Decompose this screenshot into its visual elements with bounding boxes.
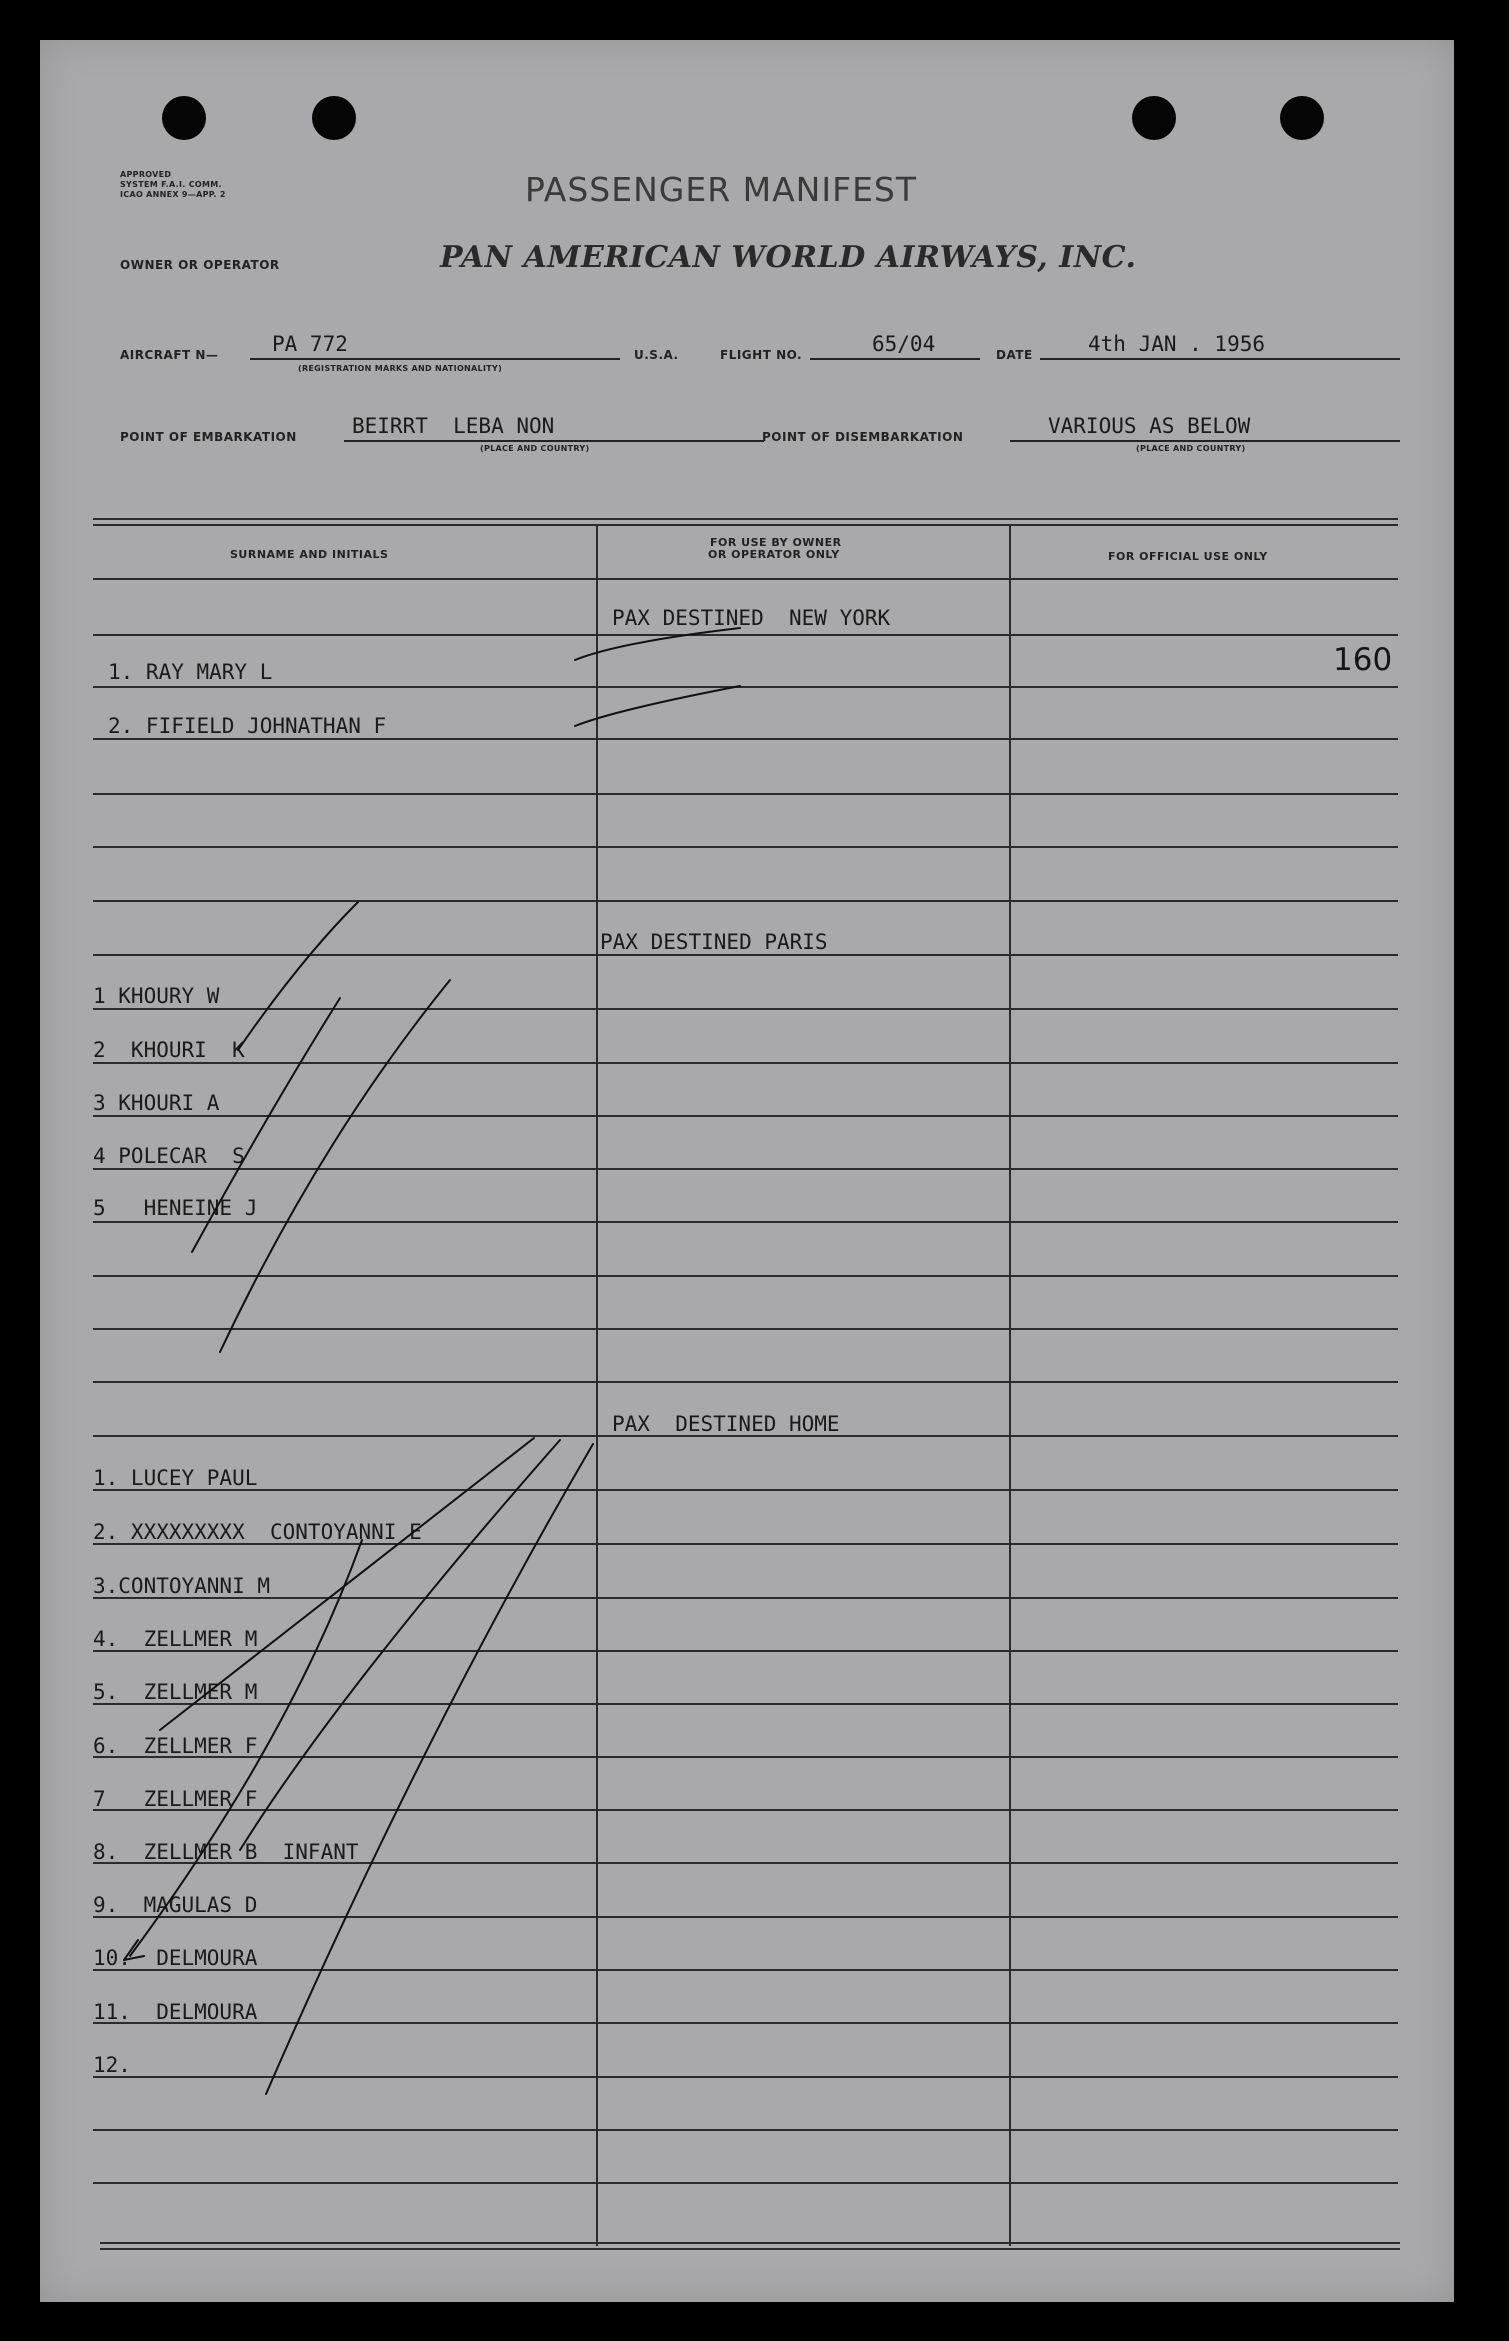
row-rule xyxy=(93,1703,1398,1705)
aircraft-value: PA 772 xyxy=(272,332,348,356)
owner-value: PAN AMERICAN WORLD AIRWAYS, INC. xyxy=(440,240,1137,275)
passenger-entry: 2. FIFIELD JOHNATHAN F xyxy=(108,714,387,738)
row-rule xyxy=(93,1221,1398,1223)
passenger-entry: 11. DELMOURA xyxy=(93,2000,258,2024)
row-rule xyxy=(93,738,1398,740)
row-rule xyxy=(93,1328,1398,1330)
official-number: 160 xyxy=(1333,642,1393,678)
row-rule xyxy=(93,686,1398,688)
pencil-mark xyxy=(238,902,358,1050)
column-header-owner-line2: OR OPERATOR ONLY xyxy=(708,548,840,561)
row-rule xyxy=(93,1062,1398,1064)
passenger-entry: 3 KHOURI A xyxy=(93,1091,220,1115)
passenger-entry: 3.CONTOYANNI M xyxy=(93,1574,271,1598)
row-rule xyxy=(93,1489,1398,1491)
passenger-entry: 8. ZELLMER B INFANT xyxy=(93,1840,359,1864)
group-destination: PAX DESTINED HOME xyxy=(612,1412,840,1436)
row-rule xyxy=(93,1756,1398,1758)
row-rule xyxy=(93,1650,1398,1652)
row-rule xyxy=(93,846,1398,848)
page-title: PASSENGER MANIFEST xyxy=(525,170,918,209)
approval-line-1: APPROVED xyxy=(120,170,172,179)
date-value: 4th JAN . 1956 xyxy=(1088,332,1266,356)
aircraft-label: AIRCRAFT N— xyxy=(120,348,219,362)
passenger-entry: 2. XXXXXXXXX CONTOYANNI E xyxy=(93,1520,422,1544)
passenger-entry: 5 HENEINE J xyxy=(93,1196,258,1220)
disembark-label: POINT OF DISEMBARKATION xyxy=(762,430,964,444)
embark-value: BEIRRT LEBA NON xyxy=(352,414,555,438)
flight-label: FLIGHT NO. xyxy=(720,348,803,362)
row-rule xyxy=(93,1275,1398,1277)
row-rule xyxy=(93,1809,1398,1811)
row-rule xyxy=(93,578,1398,580)
pencil-mark xyxy=(220,980,450,1352)
group-destination: PAX DESTINED NEW YORK xyxy=(612,606,891,630)
punch-hole xyxy=(312,96,356,140)
column-header-official: FOR OFFICIAL USE ONLY xyxy=(1108,550,1268,563)
pencil-mark xyxy=(240,1440,560,1850)
passenger-entry: 9. MAGULAS D xyxy=(93,1893,258,1917)
passenger-entry: 1. RAY MARY L xyxy=(108,660,273,684)
passenger-entry: 1 KHOURY W xyxy=(93,984,220,1008)
pencil-mark xyxy=(575,686,740,726)
column-header-surname: SURNAME AND INITIALS xyxy=(230,548,389,561)
embark-label: POINT OF EMBARKATION xyxy=(120,430,297,444)
approval-line-2: SYSTEM F.A.I. COMM. xyxy=(120,180,222,189)
row-rule xyxy=(93,2022,1398,2024)
row-rule xyxy=(93,793,1398,795)
passenger-entry: 12. xyxy=(93,2053,131,2077)
passenger-entry: 1. LUCEY PAUL xyxy=(93,1466,258,1490)
flight-value: 65/04 xyxy=(872,332,936,356)
row-rule xyxy=(93,900,1398,902)
row-rule xyxy=(93,1008,1398,1010)
passenger-entry: 4. ZELLMER M xyxy=(93,1627,258,1651)
approval-line-3: ICAO ANNEX 9—APP. 2 xyxy=(120,190,226,199)
row-rule xyxy=(93,1916,1398,1918)
owner-label: OWNER OR OPERATOR xyxy=(120,258,280,272)
usa-label: U.S.A. xyxy=(634,348,679,362)
punch-hole xyxy=(162,96,206,140)
disembark-value: VARIOUS AS BELOW xyxy=(1048,414,1251,438)
passenger-entry: 10. DELMOURA xyxy=(93,1946,258,1970)
column-header-owner-line1: FOR USE BY OWNER xyxy=(710,536,842,549)
aircraft-sub: (REGISTRATION MARKS AND NATIONALITY) xyxy=(298,364,503,373)
manifest-page xyxy=(40,40,1454,2302)
passenger-entry: 2 KHOURI K xyxy=(93,1038,245,1062)
row-rule xyxy=(93,1597,1398,1599)
passenger-entry: 5. ZELLMER M xyxy=(93,1680,258,1704)
date-label: DATE xyxy=(996,348,1033,362)
embark-sub: (PLACE AND COUNTRY) xyxy=(480,444,590,453)
passenger-entry: 6. ZELLMER F xyxy=(93,1734,258,1758)
row-rule xyxy=(93,2076,1398,2078)
row-rule xyxy=(93,1168,1398,1170)
passenger-entry: 4 POLECAR S xyxy=(93,1144,245,1168)
row-rule xyxy=(93,634,1398,636)
row-rule xyxy=(93,2129,1398,2131)
disembark-sub: (PLACE AND COUNTRY) xyxy=(1136,444,1246,453)
passenger-entry: 7 ZELLMER F xyxy=(93,1787,258,1811)
row-rule xyxy=(93,954,1398,956)
pencil-mark xyxy=(575,628,740,660)
row-rule xyxy=(93,1381,1398,1383)
row-rule xyxy=(93,1115,1398,1117)
row-rule xyxy=(93,2182,1398,2184)
row-rule xyxy=(93,1969,1398,1971)
punch-hole xyxy=(1280,96,1324,140)
group-destination: PAX DESTINED PARIS xyxy=(600,930,828,954)
punch-hole xyxy=(1132,96,1176,140)
